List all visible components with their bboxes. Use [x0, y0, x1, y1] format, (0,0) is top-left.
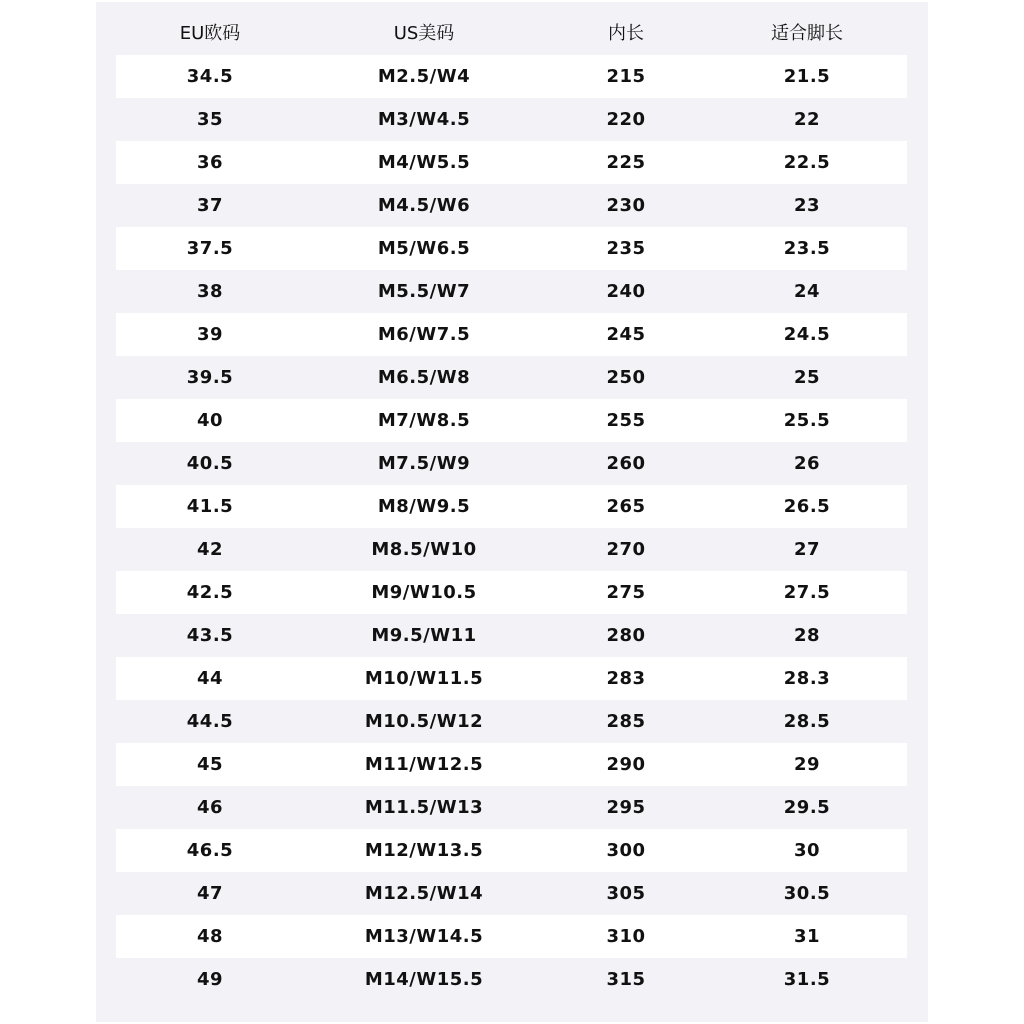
table-row [116, 98, 907, 141]
cell-us-size: M6.5/W8 [377, 367, 471, 388]
cell-eu-size: 43.5 [186, 625, 234, 646]
cell-us-size: M10.5/W12 [364, 711, 484, 732]
cell-foot-length: 28 [793, 625, 821, 646]
cell-foot-length: 31.5 [783, 969, 831, 990]
table-row [116, 227, 907, 270]
cell-inner-length: 245 [606, 324, 646, 345]
cell-foot-length: 25 [793, 367, 821, 388]
cell-us-size: M6/W7.5 [377, 324, 471, 345]
cell-foot-length: 27 [793, 539, 821, 560]
cell-us-size: M10/W11.5 [364, 668, 484, 689]
cell-us-size: M3/W4.5 [377, 109, 471, 130]
cell-eu-size: 42 [196, 539, 224, 560]
cell-foot-length: 24.5 [783, 324, 831, 345]
size-chart-table [116, 12, 907, 1001]
cell-us-size: M9.5/W11 [371, 625, 477, 646]
cell-eu-size: 34.5 [186, 66, 234, 87]
cell-foot-length: 29 [793, 754, 821, 775]
table-row [116, 313, 907, 356]
header-us-size: US美码 [393, 23, 455, 44]
table-row [116, 356, 907, 399]
cell-us-size: M8.5/W10 [371, 539, 477, 560]
cell-eu-size: 49 [196, 969, 224, 990]
cell-inner-length: 280 [606, 625, 646, 646]
cell-foot-length: 31 [793, 926, 821, 947]
cell-us-size: M7/W8.5 [377, 410, 471, 431]
cell-foot-length: 28.5 [783, 711, 831, 732]
cell-eu-size: 38 [196, 281, 224, 302]
cell-inner-length: 305 [606, 883, 646, 904]
cell-us-size: M7.5/W9 [377, 453, 471, 474]
table-row [116, 614, 907, 657]
table-row [116, 872, 907, 915]
cell-us-size: M8/W9.5 [377, 496, 471, 517]
cell-us-size: M2.5/W4 [377, 66, 471, 87]
cell-eu-size: 46 [196, 797, 224, 818]
cell-foot-length: 26 [793, 453, 821, 474]
cell-inner-length: 225 [606, 152, 646, 173]
table-row [116, 270, 907, 313]
cell-foot-length: 23.5 [783, 238, 831, 259]
header-inner-length: 内长 [608, 23, 644, 44]
cell-foot-length: 22 [793, 109, 821, 130]
cell-us-size: M5.5/W7 [377, 281, 471, 302]
table-header-row [116, 12, 907, 55]
cell-foot-length: 21.5 [783, 66, 831, 87]
table-row [116, 657, 907, 700]
cell-inner-length: 240 [606, 281, 646, 302]
cell-us-size: M5/W6.5 [377, 238, 471, 259]
table-row [116, 786, 907, 829]
cell-eu-size: 39.5 [186, 367, 234, 388]
cell-inner-length: 315 [606, 969, 646, 990]
table-row [116, 528, 907, 571]
cell-inner-length: 250 [606, 367, 646, 388]
cell-eu-size: 44 [196, 668, 224, 689]
cell-us-size: M12/W13.5 [364, 840, 484, 861]
cell-foot-length: 24 [793, 281, 821, 302]
cell-eu-size: 45 [196, 754, 224, 775]
cell-foot-length: 25.5 [783, 410, 831, 431]
cell-inner-length: 255 [606, 410, 646, 431]
cell-inner-length: 270 [606, 539, 646, 560]
cell-inner-length: 235 [606, 238, 646, 259]
cell-inner-length: 260 [606, 453, 646, 474]
table-row [116, 829, 907, 872]
cell-eu-size: 40.5 [186, 453, 234, 474]
table-row [116, 700, 907, 743]
table-row [116, 442, 907, 485]
cell-us-size: M4.5/W6 [377, 195, 471, 216]
table-row [116, 399, 907, 442]
table-row [116, 141, 907, 184]
cell-inner-length: 275 [606, 582, 646, 603]
cell-inner-length: 295 [606, 797, 646, 818]
cell-foot-length: 27.5 [783, 582, 831, 603]
cell-eu-size: 35 [196, 109, 224, 130]
cell-inner-length: 283 [606, 668, 646, 689]
cell-eu-size: 41.5 [186, 496, 234, 517]
cell-foot-length: 28.3 [783, 668, 831, 689]
table-row [116, 958, 907, 1001]
cell-us-size: M14/W15.5 [364, 969, 484, 990]
cell-inner-length: 265 [606, 496, 646, 517]
cell-us-size: M9/W10.5 [371, 582, 477, 603]
cell-us-size: M12.5/W14 [364, 883, 484, 904]
cell-foot-length: 26.5 [783, 496, 831, 517]
cell-inner-length: 215 [606, 66, 646, 87]
table-body [116, 55, 907, 1001]
cell-eu-size: 40 [196, 410, 224, 431]
cell-inner-length: 220 [606, 109, 646, 130]
cell-us-size: M11/W12.5 [364, 754, 484, 775]
table-row [116, 485, 907, 528]
cell-inner-length: 285 [606, 711, 646, 732]
cell-eu-size: 48 [196, 926, 224, 947]
cell-foot-length: 22.5 [783, 152, 831, 173]
cell-foot-length: 30 [793, 840, 821, 861]
cell-eu-size: 37 [196, 195, 224, 216]
cell-foot-length: 23 [793, 195, 821, 216]
table-row [116, 571, 907, 614]
cell-eu-size: 44.5 [186, 711, 234, 732]
cell-eu-size: 37.5 [186, 238, 234, 259]
header-foot-length: 适合脚长 [771, 23, 843, 44]
cell-foot-length: 29.5 [783, 797, 831, 818]
table-row [116, 184, 907, 227]
cell-us-size: M4/W5.5 [377, 152, 471, 173]
table-row [116, 743, 907, 786]
cell-inner-length: 300 [606, 840, 646, 861]
cell-us-size: M13/W14.5 [364, 926, 484, 947]
cell-eu-size: 36 [196, 152, 224, 173]
cell-inner-length: 310 [606, 926, 646, 947]
cell-foot-length: 30.5 [783, 883, 831, 904]
cell-eu-size: 46.5 [186, 840, 234, 861]
cell-eu-size: 39 [196, 324, 224, 345]
cell-inner-length: 290 [606, 754, 646, 775]
table-row [116, 55, 907, 98]
cell-eu-size: 42.5 [186, 582, 234, 603]
cell-us-size: M11.5/W13 [364, 797, 484, 818]
table-row [116, 915, 907, 958]
cell-eu-size: 47 [196, 883, 224, 904]
cell-inner-length: 230 [606, 195, 646, 216]
header-eu-size: EU欧码 [179, 23, 241, 44]
